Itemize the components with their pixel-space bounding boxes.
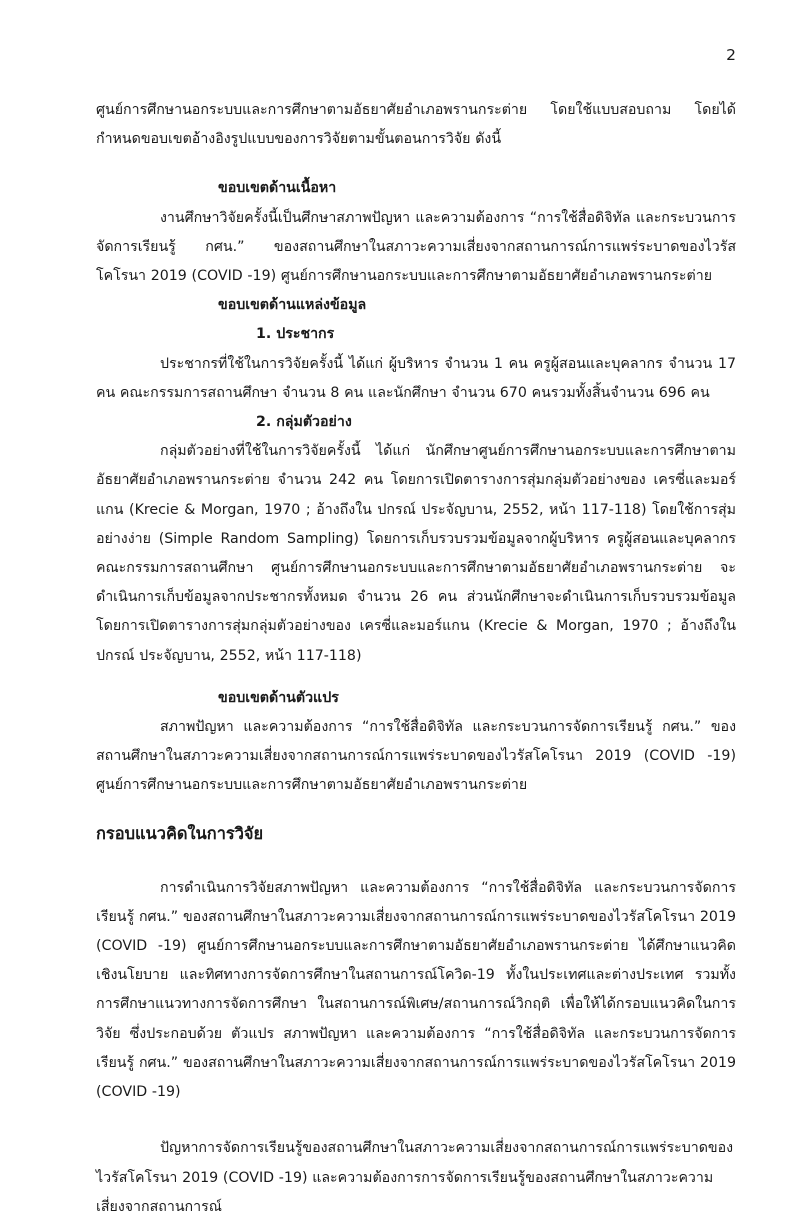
heading-scope-datasource: ขอบเขตด้านแหล่งข้อมูล: [218, 297, 367, 314]
heading-sample-group: 2. กลุ่มตัวอย่าง: [256, 414, 352, 431]
spacer: [96, 671, 736, 684]
paragraph-framework-1: การดำเนินการวิจัยสภาพปัญหา และความต้องการ “การใช้สื่อดิจิทัล และกระบวนการจัดการเรียนรู้ กศน.” ของสถานศึกษาในสภาวะความเสี่ยงจากสถานการณ์การแพร่ระบาดของไวรัสโคโรนา 2019 (COVID -19) ศูนย์การศึกษานอกระบบและการศึกษาตามอัธยาศัยอำเภอพรานกระต่าย ได้ศึกษาแนวคิดเชิงนโยบาย และทิศทางการจัดการศึกษาในสถานการณ์โควิด-19 ทั้งในประเทศและต่างประเทศ รวมทั้งการศึกษาแนวทางการจัดการศึกษา ในสถานการณ์พิเศษ/สถานการณ์วิกฤติ เพื่อให้ได้กรอบแนวคิดในการวิจัย ซึ่งประกอบด้วย ตัวแปร สภาพปัญหา และความต้องการ “การใช้สื่อดิจิทัล และกระบวนการจัดการเรียนรู้ กศน.” ของสถานศึกษาในสภาวะความเสี่ยงจากสถานการณ์การแพร่ระบาดของไวรัสโคโรนา 2019 (COVID -19): [96, 879, 736, 1101]
spacer: [96, 854, 736, 874]
spacer: [96, 1107, 736, 1134]
paragraph-sample-group: กลุ่มตัวอย่างที่ใช้ในการวิจัยครั้งนี้ ได้แก่ นักศึกษาศูนย์การศึกษานอกระบบและการศึกษาตามอัธยาศัยอำเภอพรานกระต่าย จำนวน 242 คน โดยการเปิดตารางการสุ่มกลุ่มตัวอย่างของ เครซี่และมอร์แกน (Krecie & Morgan, 1970 ; อ้างถึงใน ปกรณ์ ประจัญบาน, 2552, หน้า 117-118) โดยใช้การสุ่มอย่างง่าย (Simple Random Sampling) โดยการเก็บรวบรวมข้อมูลจากผู้บริหาร ครูผู้สอนและบุคลากร คณะกรรมการสถานศึกษา ศูนย์การศึกษานอกระบบและการศึกษาตามอัธยาศัยอำเภอพรานกระต่าย จะดำเนินการเก็บข้อมูลจากประชากรทั้งหมด จำนวน 26 คน ส่วนนักศึกษาจะดำเนินการเก็บรวบรวมข้อมูลโดยการเปิดตารางการสุ่มกลุ่มตัวอย่างของ เครซี่และมอร์แกน (Krecie & Morgan, 1970 ; อ้างถึงใน ปกรณ์ ประจัญบาน, 2552, หน้า 117-118): [96, 443, 736, 664]
page-number: 2: [726, 46, 736, 64]
spacer: [96, 154, 736, 174]
heading-scope-content: ขอบเขตด้านเนื้อหา: [218, 180, 337, 197]
paragraph-population: ประชากรที่ใช้ในการวิจัยครั้งนี้ ได้แก่ ผู้บริหาร จำนวน 1 คน ครูผู้สอนและบุคลากร จำนวน 17 คน คณะกรรมการสถานศึกษา จำนวน 8 คน และนักศึกษา จำนวน 670 คนรวมทั้งสิ้นจำนวน 696 คน: [96, 355, 736, 401]
paragraph-framework-2: ปัญหาการจัดการเรียนรู้ของสถานศึกษาในสภาวะความเสี่ยงจากสถานการณ์การแพร่ระบาดของไวรัสโคโรนา 2019 (COVID -19) และความต้องการการจัดการเรียนรู้ของสถานศึกษาในสภาวะความเสี่ยงจากสถานการณ์: [96, 1140, 734, 1215]
heading-scope-variables: ขอบเขตด้านตัวแปร: [218, 689, 339, 706]
document-body: [96, 96, 736, 1222]
heading-research-framework: กรอบแนวคิดในการวิจัย: [96, 823, 264, 843]
spacer: [96, 801, 736, 814]
intro-paragraph: ศูนย์การศึกษานอกระบบและการศึกษาตามอัธยาศัยอำเภอพรานกระต่าย โดยใช้แบบสอบถาม โดยได้กำหนดขอบเขตอ้างอิงรูปแบบของการวิจัยตามขั้นตอนการวิจัย ดังนี้: [96, 102, 736, 148]
paragraph-scope-content: งานศึกษาวิจัยครั้งนี้เป็นศึกษาสภาพปัญหา และความต้องการ “การใช้สื่อดิจิทัล และกระบวนการจัดการเรียนรู้ กศน.” ของสถานศึกษาในสภาวะความเสี่ยงจากสถานการณ์การแพร่ระบาดของไวรัสโคโรนา 2019 (COVID -19) ศูนย์การศึกษานอกระบบและการศึกษาตามอัธยาศัยอำเภอพรานกระต่าย: [96, 209, 736, 285]
paragraph-scope-variables: สภาพปัญหา และความต้องการ “การใช้สื่อดิจิทัล และกระบวนการจัดการเรียนรู้ กศน.” ของสถานศึกษาในสภาวะความเสี่ยงจากสถานการณ์การแพร่ระบาดของไวรัสโคโรนา 2019 (COVID -19) ศูนย์การศึกษานอกระบบและการศึกษาตามอัธยาศัยอำเภอพรานกระต่าย: [96, 719, 736, 794]
heading-population: 1. ประชากร: [256, 326, 335, 343]
